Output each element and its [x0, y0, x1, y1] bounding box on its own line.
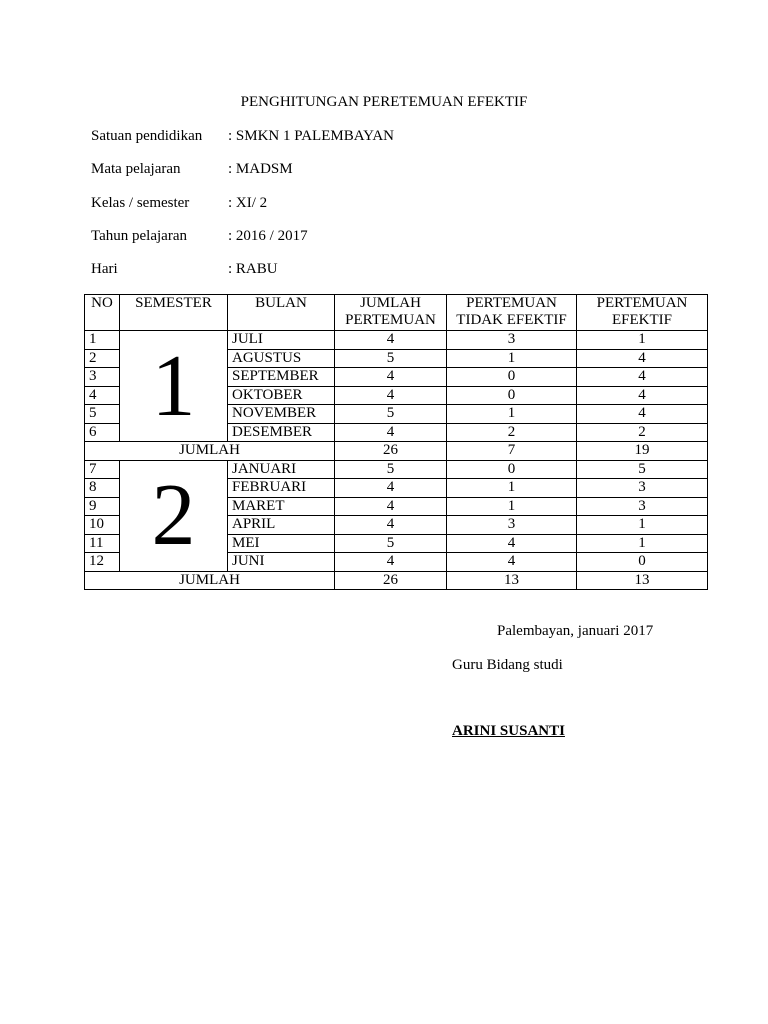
cell-no: 9	[85, 497, 120, 516]
document-title: PENGHITUNGAN PERETEMUAN EFEKTIF	[240, 94, 528, 110]
cell-no: 8	[85, 479, 120, 498]
cell-tidak-efektif: 1	[447, 479, 577, 498]
cell-jumlah: 4	[335, 423, 447, 442]
cell-tidak-efektif: 0	[447, 368, 577, 387]
cell-jumlah: 4	[335, 368, 447, 387]
cell-jumlah: 5	[335, 349, 447, 368]
cell-efektif: 4	[577, 368, 708, 387]
cell-efektif: 4	[577, 386, 708, 405]
cell-efektif: 3	[577, 479, 708, 498]
cell-bulan: OKTOBER	[228, 386, 335, 405]
cell-efektif: 0	[577, 553, 708, 572]
cell-no: 7	[85, 460, 120, 479]
cell-jumlah: 4	[335, 497, 447, 516]
cell-bulan: JANUARI	[228, 460, 335, 479]
info-value: : SMKN 1 PALEMBAYAN	[228, 128, 395, 144]
cell-no: 11	[85, 534, 120, 553]
header-semester: SEMESTER	[120, 295, 228, 331]
cell-tidak-efektif: 3	[447, 516, 577, 535]
total-row	[85, 571, 708, 590]
header-line: PERTEMUAN	[345, 312, 436, 328]
cell-efektif: 4	[577, 405, 708, 424]
header-bulan: BULAN	[228, 295, 335, 331]
cell-bulan: JULI	[228, 331, 335, 350]
cell-efektif: 1	[577, 331, 708, 350]
info-label: Kelas / semester	[91, 195, 190, 211]
cell-bulan: JUNI	[228, 553, 335, 572]
cell-tidak-efektif: 4	[447, 553, 577, 572]
cell-jumlah: 4	[335, 386, 447, 405]
cell-tidak-efektif: 1	[447, 349, 577, 368]
cell-bulan: MARET	[228, 497, 335, 516]
cell-efektif: 4	[577, 349, 708, 368]
cell-bulan: SEPTEMBER	[228, 368, 335, 387]
cell-jumlah: 5	[335, 405, 447, 424]
cell-no: 12	[85, 553, 120, 572]
cell-tidak-efektif: 3	[447, 331, 577, 350]
info-value: : 2016 / 2017	[228, 228, 308, 244]
cell-no: 10	[85, 516, 120, 535]
header-line: JUMLAH	[360, 295, 421, 311]
header-line: TIDAK EFEKTIF	[456, 312, 567, 328]
total-row	[85, 442, 708, 461]
semester-number: 1	[120, 331, 228, 442]
info-label: Mata pelajaran	[91, 161, 181, 177]
semester-number: 2	[120, 460, 228, 571]
info-value: : XI/ 2	[228, 195, 268, 211]
effective-meeting-table	[84, 294, 708, 590]
cell-jumlah: 4	[335, 479, 447, 498]
cell-no: 6	[85, 423, 120, 442]
total-label: JUMLAH	[85, 571, 335, 590]
info-label: Tahun pelajaran	[91, 228, 187, 244]
cell-no: 5	[85, 405, 120, 424]
total-tidak-efektif: 7	[447, 442, 577, 461]
info-label: Satuan pendidikan	[91, 128, 203, 144]
cell-tidak-efektif: 1	[447, 497, 577, 516]
cell-bulan: NOVEMBER	[228, 405, 335, 424]
cell-efektif: 3	[577, 497, 708, 516]
header-jumlah-pertemuan	[335, 295, 447, 331]
total-tidak-efektif: 13	[447, 571, 577, 590]
cell-tidak-efektif: 0	[447, 386, 577, 405]
info-value: : RABU	[228, 261, 278, 277]
cell-no: 4	[85, 386, 120, 405]
total-efektif: 13	[577, 571, 708, 590]
place-date: Palembayan, januari 2017	[497, 623, 654, 639]
cell-tidak-efektif: 4	[447, 534, 577, 553]
table-row	[85, 460, 708, 479]
header-line: PERTEMUAN	[596, 295, 688, 311]
cell-tidak-efektif: 2	[447, 423, 577, 442]
cell-efektif: 1	[577, 516, 708, 535]
cell-tidak-efektif: 0	[447, 460, 577, 479]
cell-jumlah: 4	[335, 331, 447, 350]
header-efektif	[577, 295, 708, 331]
cell-jumlah: 4	[335, 516, 447, 535]
cell-efektif: 1	[577, 534, 708, 553]
cell-bulan: AGUSTUS	[228, 349, 335, 368]
cell-efektif: 5	[577, 460, 708, 479]
total-efektif: 19	[577, 442, 708, 461]
cell-tidak-efektif: 1	[447, 405, 577, 424]
cell-no: 2	[85, 349, 120, 368]
cell-jumlah: 5	[335, 460, 447, 479]
cell-bulan: APRIL	[228, 516, 335, 535]
cell-jumlah: 5	[335, 534, 447, 553]
table-row	[85, 331, 708, 350]
signer-role: Guru Bidang studi	[452, 657, 563, 673]
signer-name: ARINI SUSANTI	[452, 723, 565, 739]
header-no: NO	[85, 295, 120, 331]
total-label: JUMLAH	[85, 442, 335, 461]
cell-bulan: DESEMBER	[228, 423, 335, 442]
cell-bulan: MEI	[228, 534, 335, 553]
header-line: PERTEMUAN	[466, 295, 557, 311]
total-jumlah: 26	[335, 571, 447, 590]
cell-efektif: 2	[577, 423, 708, 442]
info-label: Hari	[91, 261, 118, 277]
info-value: : MADSM	[228, 161, 293, 177]
cell-no: 1	[85, 331, 120, 350]
table-header-row	[85, 295, 708, 331]
cell-jumlah: 4	[335, 553, 447, 572]
total-jumlah: 26	[335, 442, 447, 461]
header-line: EFEKTIF	[612, 312, 672, 328]
cell-bulan: FEBRUARI	[228, 479, 335, 498]
header-tidak-efektif	[447, 295, 577, 331]
cell-no: 3	[85, 368, 120, 387]
